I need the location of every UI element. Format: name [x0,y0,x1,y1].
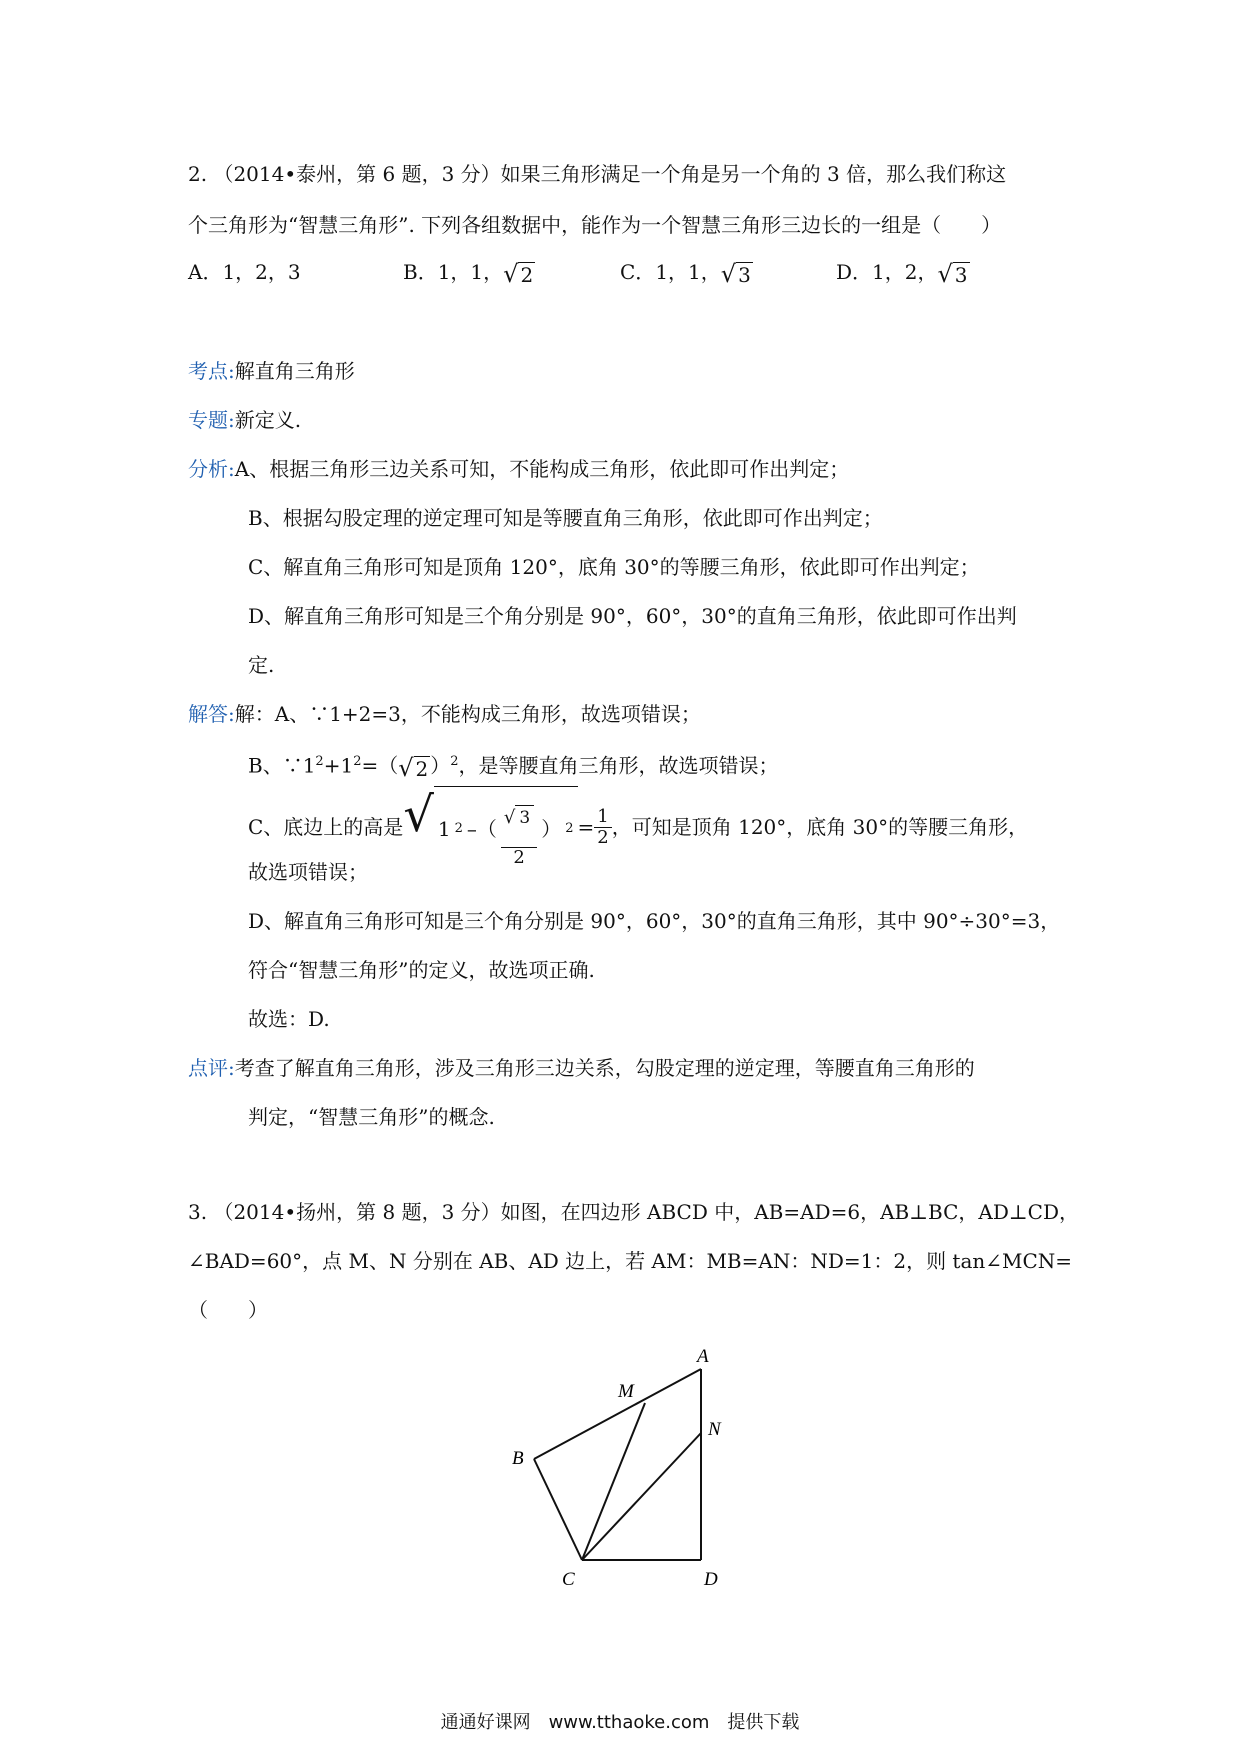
dianping-line: 判定，“智慧三角形”的概念. [248,1105,495,1129]
jieda-d-line1: D、解直角三角形可知是三个角分别是 90°，60°，30°的直角三角形，其中 90°÷30°=3， [248,909,1061,933]
sqrt-symbol: √ 2 [503,260,534,288]
point-label-b: B [512,1448,524,1469]
geometry-figure [500,1345,760,1595]
sqrt-symbol: √ 2 [398,753,429,782]
fenxi-line: B、根据勾股定理的逆定理可知是等腰直角三角形，依此即可作出判定； [248,506,883,530]
jieda-b: B、$\because 1^2+1^2=(√$ 2 ）$^2$，是等腰直角三角形，故选项错误； [248,753,779,782]
point-label-n: N [708,1419,721,1440]
fenxi-line: C、解直角三角形可知是顶角 120°，底角 30°的等腰三角形，依此即可作出判定； [248,555,980,579]
option-b: B．1，1，√ 2 [403,260,534,288]
dianping-line: 考查了解直角三角形，涉及三角形三边关系，勾股定理的逆定理，等腰直角三角形的 [234,1056,975,1080]
option-a: A．1，2，3 [188,260,301,284]
fenxi-line: D、解直角三角形可知是三个角分别是 90°，60°，30°的直角三角形，依此即可作出判 [248,604,1017,628]
zhuanti-row [188,406,301,434]
jieda-d-line2: 符合“智慧三角形”的定义，故选项正确. [248,958,595,982]
kaodian-row [188,357,355,385]
segment-bc [534,1459,582,1560]
jieda-label: 解答: [188,702,235,726]
point-label-a: A [697,1346,709,1367]
kaodian-label: 考点: [188,359,235,383]
q3-stem-line1: 3. （2014•扬州，第 8 题，3 分）如图，在四边形 ABCD 中，AB=AD=6，AB⊥BC，AD⊥CD， [188,1200,1080,1224]
page-footer: 通通好课网 www.tthaoke.com 提供下载 [440,1712,800,1733]
fenxi-row [188,455,849,483]
dianping-label: 点评: [188,1056,235,1080]
dianping-row [188,1054,975,1082]
answer-choice: 故选：D. [248,1007,330,1031]
fenxi-label: 分析: [188,457,235,481]
sqrt-symbol: √ 3 [937,260,968,288]
point-label-c: C [562,1569,575,1590]
q2-stem-line2: 个三角形为“智慧三角形”. 下列各组数据中，能作为一个智慧三角形三边长的一组是（ ） [188,213,1002,237]
point-label-m: M [618,1381,634,1402]
zhuanti-label: 专题: [188,408,235,432]
fenxi-line: 定. [248,653,275,677]
q2-options [188,258,1088,292]
jieda-c: C、底边上的高是 √ 1 2 –（ $\frac{√ 3}{2}$ ） 2 = $\frac{1}{2}$ ，可知是顶角 120°，底角 30°的等腰三角形， [248,787,1029,868]
sqrt-symbol: √ 3 [720,260,751,288]
jieda-a: 解：A、∵1+2=3，不能构成三角形，故选项错误； [234,702,701,726]
kaodian-text: 解直角三角形 [234,359,355,383]
jieda-row [188,700,701,728]
sqrt-symbol: √ 1 2 –（ $\frac{√ 3}{2}$ ） 2 [403,786,577,868]
jieda-c-cont: 故选项错误； [248,860,368,884]
segment-cm [582,1403,645,1560]
segment-cn [582,1433,701,1560]
q3-stem-line3: （ ） [188,1298,268,1322]
option-c: C．1，1，√ 3 [620,260,751,288]
point-label-d: D [704,1569,718,1590]
fenxi-line: A、根据三角形三边关系可知，不能构成三角形，依此即可作出判定； [234,457,850,481]
q3-stem-line2: ∠BAD=60°，点 M、N 分别在 AB、AD 边上，若 AM：MB=AN：ND=1：2，则 tan∠MCN= [188,1249,1073,1273]
zhuanti-text: 新定义. [234,408,302,432]
option-d: D．1，2，√ 3 [836,260,968,288]
q2-stem-line1: 2. （2014•泰州，第 6 题，3 分）如果三角形满足一个角是另一个角的 3 倍，那么我们称这 [188,162,1007,186]
